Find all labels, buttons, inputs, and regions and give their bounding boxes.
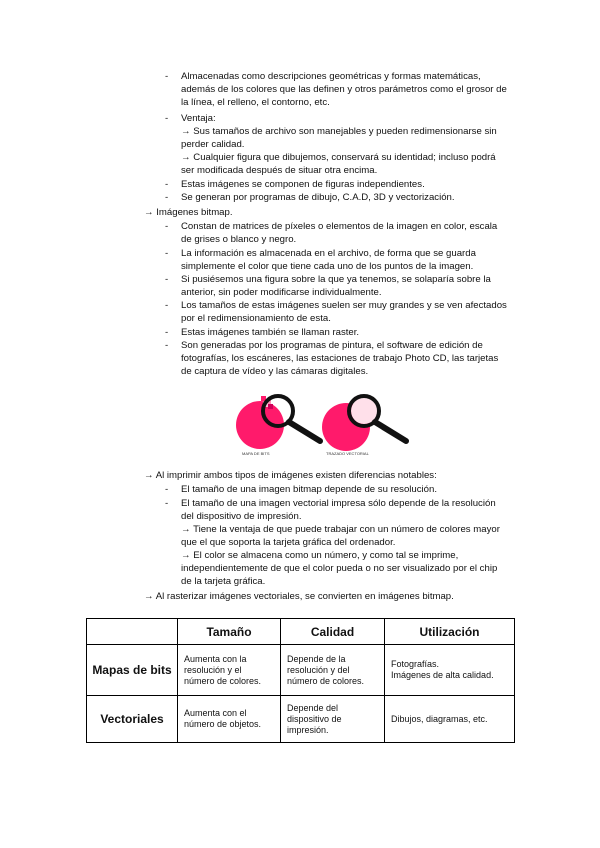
cell-usage [385,645,515,696]
cell-line: Aumenta con la [184,653,247,664]
bullet-dash: - [165,221,169,232]
raster-note: → Al rasterizar imágenes vectoriales, se convierten en imágenes bitmap. [144,591,454,602]
text-line: Ventaja: [181,113,216,124]
comparison-table [86,618,515,743]
table-row [87,696,515,743]
table-header-empty [87,619,178,645]
cell-line: dispositivo de [287,713,342,724]
bitmap-example [236,396,320,456]
table-header-usage: Utilización [385,619,515,645]
magnifier-handle [375,422,406,441]
text-line: simplemente el color que tiene cada uno de los puntos de la imagen. [181,261,474,272]
cell-line: número de colores. [184,675,262,686]
magnifier-handle [289,422,320,441]
bitmap-pixel [268,404,273,409]
cell-line: Depende de la [287,653,346,664]
cell-line: Imágenes de alta calidad. [391,670,494,680]
text-line: Se generan por programas de dibujo, C.A.D, 3D y vectorización. [181,192,455,203]
text-line: → Tiene la ventaja de que puede trabajar con un número de colores mayor [181,524,500,535]
cell-line: número de colores. [287,675,365,686]
bullet-dash: - [165,340,169,351]
bullet-dash: - [165,179,169,190]
table-header-row [87,619,515,645]
text-line: anterior, sin poder modificarse individualmente. [181,287,382,298]
cell-line: número de objetos. [184,719,262,729]
cell-line: Depende del [287,702,339,713]
text-line: La información es almacenada en el archivo, de forma que se guarda [181,248,476,259]
cell-line: Aumenta con el [184,708,247,718]
text-line: Estas imágenes también se llaman raster. [181,327,360,338]
cell-line: impresión. [287,724,329,735]
text-line: de la tarjeta gráfica. [181,576,266,587]
text-line: Son generadas por los programas de pintura, el software de edición de [181,340,483,351]
table-header-quality: Calidad [281,619,385,645]
magnifier-illustration [230,393,430,457]
bullet-dash: - [165,498,169,509]
text-line: El tamaño de una imagen vectorial impresa sólo depende de la resolución [181,498,496,509]
print-heading: → Al imprimir ambos tipos de imágenes existen diferencias notables: [144,470,437,481]
text-line: independientemente de que el color pueda o no ser visualizado por el chip [181,563,498,574]
row-label-bitmap: Mapas de bits [87,645,178,696]
text-line: → El color se almacena como un número, y como tal se imprime, [181,550,459,561]
text-line: de captura de vídeo y las cámaras digitales. [181,366,369,377]
bullet-dash: - [165,300,169,311]
text-line: fotografías, los escáneres, las estaciones de trabajo Photo CD, las tarjetas [181,353,499,364]
bullet-dash: - [165,484,169,495]
text-line: la línea, el relleno, el contorno, etc. [181,97,330,108]
bitmap-vs-vector-figure [230,393,430,460]
text-line: Almacenadas como descripciones geométricas y formas matemáticas, [181,71,481,82]
bullet-dash: - [165,248,169,259]
vector-label: TRAZADO VECTORIAL [326,451,369,456]
bullet-dash: - [165,113,169,124]
text-line: del dispositivo de impresión. [181,511,302,522]
text-line: El tamaño de una imagen bitmap depende de su resolución. [181,484,438,495]
text-line: además de los colores que las definen y otros parámetros como el grosor de [181,84,507,95]
text-line: Estas imágenes se componen de figuras independientes. [181,179,425,190]
text-line: que el que soporta la tarjeta gráfica del ordenador. [181,537,396,548]
text-line: Constan de matrices de píxeles o elementos de la imagen en color, escala [181,221,498,232]
bitmap-label: MAPA DE BITS [242,451,270,456]
bullet-dash: - [165,274,169,285]
bullet-dash: - [165,71,169,82]
text-line: Si pusiésemos una figura sobre la que ya tenemos, se solaparía sobre la [181,274,491,285]
table-row [87,645,515,696]
cell-line: resolución y del [287,664,350,675]
text-line: ser modificada después de situar otra encima. [181,165,378,176]
cell-line: resolución y el [184,664,242,675]
cell-size [178,645,281,696]
table-header-size: Tamaño [178,619,281,645]
text-line: → Cualquier figura que dibujemos, conservará su identidad; incluso podrá [181,152,496,163]
cell-usage [385,696,515,743]
cell-quality [281,645,385,696]
text-line: por el redimensionamiento de esta. [181,313,331,324]
vector-example [322,396,406,456]
text-line: Los tamaños de estas imágenes suelen ser muy grandes y se ven afectados [181,300,507,311]
cell-quality [281,696,385,743]
text-line: → Sus tamaños de archivo son manejables y pueden redimensionarse sin [181,126,497,137]
bitmap-heading: → Imágenes bitmap. [144,207,233,218]
row-label-vector: Vectoriales [87,696,178,743]
text-line: perder calidad. [181,139,245,150]
cell-line: Dibujos, diagramas, etc. [391,713,488,724]
text-line: de grises o blanco y negro. [181,234,297,245]
cell-line: Fotografías. [391,659,440,669]
bullet-dash: - [165,327,169,338]
bullet-dash: - [165,192,169,203]
cell-size [178,696,281,743]
